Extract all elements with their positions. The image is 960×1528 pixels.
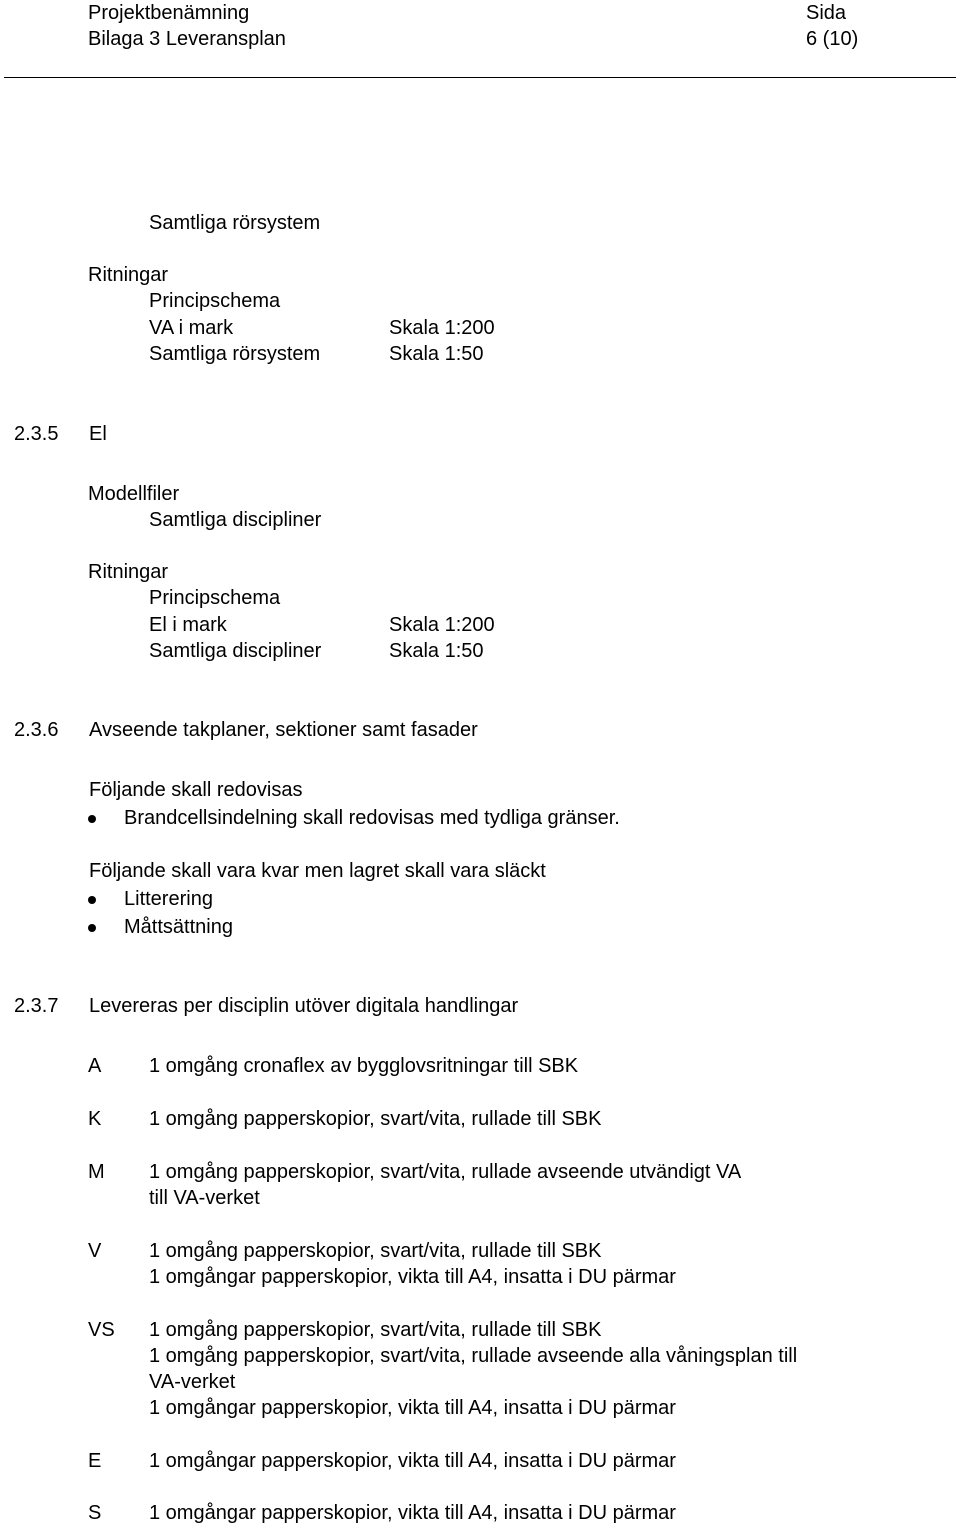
header-divider: [4, 77, 956, 78]
el-models-label: Modellfiler: [88, 483, 180, 505]
discipline-code: V: [88, 1240, 102, 1262]
discipline-code: K: [88, 1108, 102, 1130]
project-label: Projektbenämning: [88, 2, 250, 24]
delivery-line: 1 omgångar papperskopior, vikta till A4, insatta i DU pärmar: [149, 1397, 676, 1419]
delivery-line: 1 omgångar papperskopior, vikta till A4, insatta i DU pärmar: [149, 1502, 676, 1524]
section-heading: Avseende takplaner, sektioner samt fasader: [89, 719, 478, 741]
delivery-line: 1 omgångar papperskopior, vikta till A4, insatta i DU pärmar: [149, 1450, 676, 1472]
document-title: Bilaga 3 Leveransplan: [88, 28, 286, 50]
el-drawing-scale: Skala 1:50: [389, 640, 484, 662]
discipline-code: A: [88, 1055, 102, 1077]
discipline-code: S: [88, 1502, 102, 1524]
el-drawing-name: Principschema: [149, 587, 281, 609]
section-heading: Levereras per disciplin utöver digitala handlingar: [89, 995, 519, 1017]
bullet-icon: [88, 924, 96, 932]
section-number: 2.3.6: [14, 719, 59, 741]
va-drawing-name: Samtliga rörsystem: [149, 343, 321, 365]
el-drawing-scale: Skala 1:200: [389, 614, 495, 636]
section-number: 2.3.5: [14, 423, 59, 445]
el-drawings-label: Ritningar: [88, 561, 169, 583]
delivery-line: 1 omgångar papperskopior, vikta till A4, insatta i DU pärmar: [149, 1266, 676, 1288]
va-drawing-scale: Skala 1:200: [389, 317, 495, 339]
roof-bullet-item: Brandcellsindelning skall redovisas med tydliga gränser.: [124, 807, 620, 829]
delivery-line: 1 omgång papperskopior, svart/vita, rullade avseende utvändigt VA: [149, 1161, 742, 1183]
va-model-item: Samtliga rörsystem: [149, 212, 321, 234]
discipline-code: VS: [88, 1319, 115, 1341]
delivery-line: 1 omgång papperskopior, svart/vita, rullade till SBK: [149, 1108, 602, 1130]
va-drawing-scale: Skala 1:50: [389, 343, 484, 365]
bullet-icon: [88, 815, 96, 823]
va-drawing-name: VA i mark: [149, 317, 234, 339]
roof-intro-1: Följande skall redovisas: [89, 779, 303, 801]
va-drawings-label: Ritningar: [88, 264, 169, 286]
delivery-line: 1 omgång papperskopior, svart/vita, rullade till SBK: [149, 1240, 602, 1262]
bullet-icon: [88, 896, 96, 904]
va-drawing-name: Principschema: [149, 290, 281, 312]
roof-bullet-item: Litterering: [124, 888, 213, 910]
discipline-code: E: [88, 1450, 102, 1472]
page-label: Sida: [806, 2, 847, 24]
roof-bullet-item: Måttsättning: [124, 916, 233, 938]
el-drawing-name: Samtliga discipliner: [149, 640, 322, 662]
delivery-line: VA-verket: [149, 1371, 236, 1393]
section-heading: El: [89, 423, 107, 445]
delivery-line: 1 omgång papperskopior, svart/vita, rullade till SBK: [149, 1319, 602, 1341]
el-drawing-name: El i mark: [149, 614, 227, 636]
delivery-line: 1 omgång cronaflex av bygglovsritningar till SBK: [149, 1055, 579, 1077]
section-number: 2.3.7: [14, 995, 59, 1017]
delivery-line: 1 omgång papperskopior, svart/vita, rullade avseende alla våningsplan till: [149, 1345, 798, 1367]
discipline-code: M: [88, 1161, 105, 1183]
roof-intro-2: Följande skall vara kvar men lagret skall vara släckt: [89, 860, 546, 882]
el-model-item: Samtliga discipliner: [149, 509, 322, 531]
delivery-line: till VA-verket: [149, 1187, 260, 1209]
page-number: 6 (10): [806, 28, 859, 50]
